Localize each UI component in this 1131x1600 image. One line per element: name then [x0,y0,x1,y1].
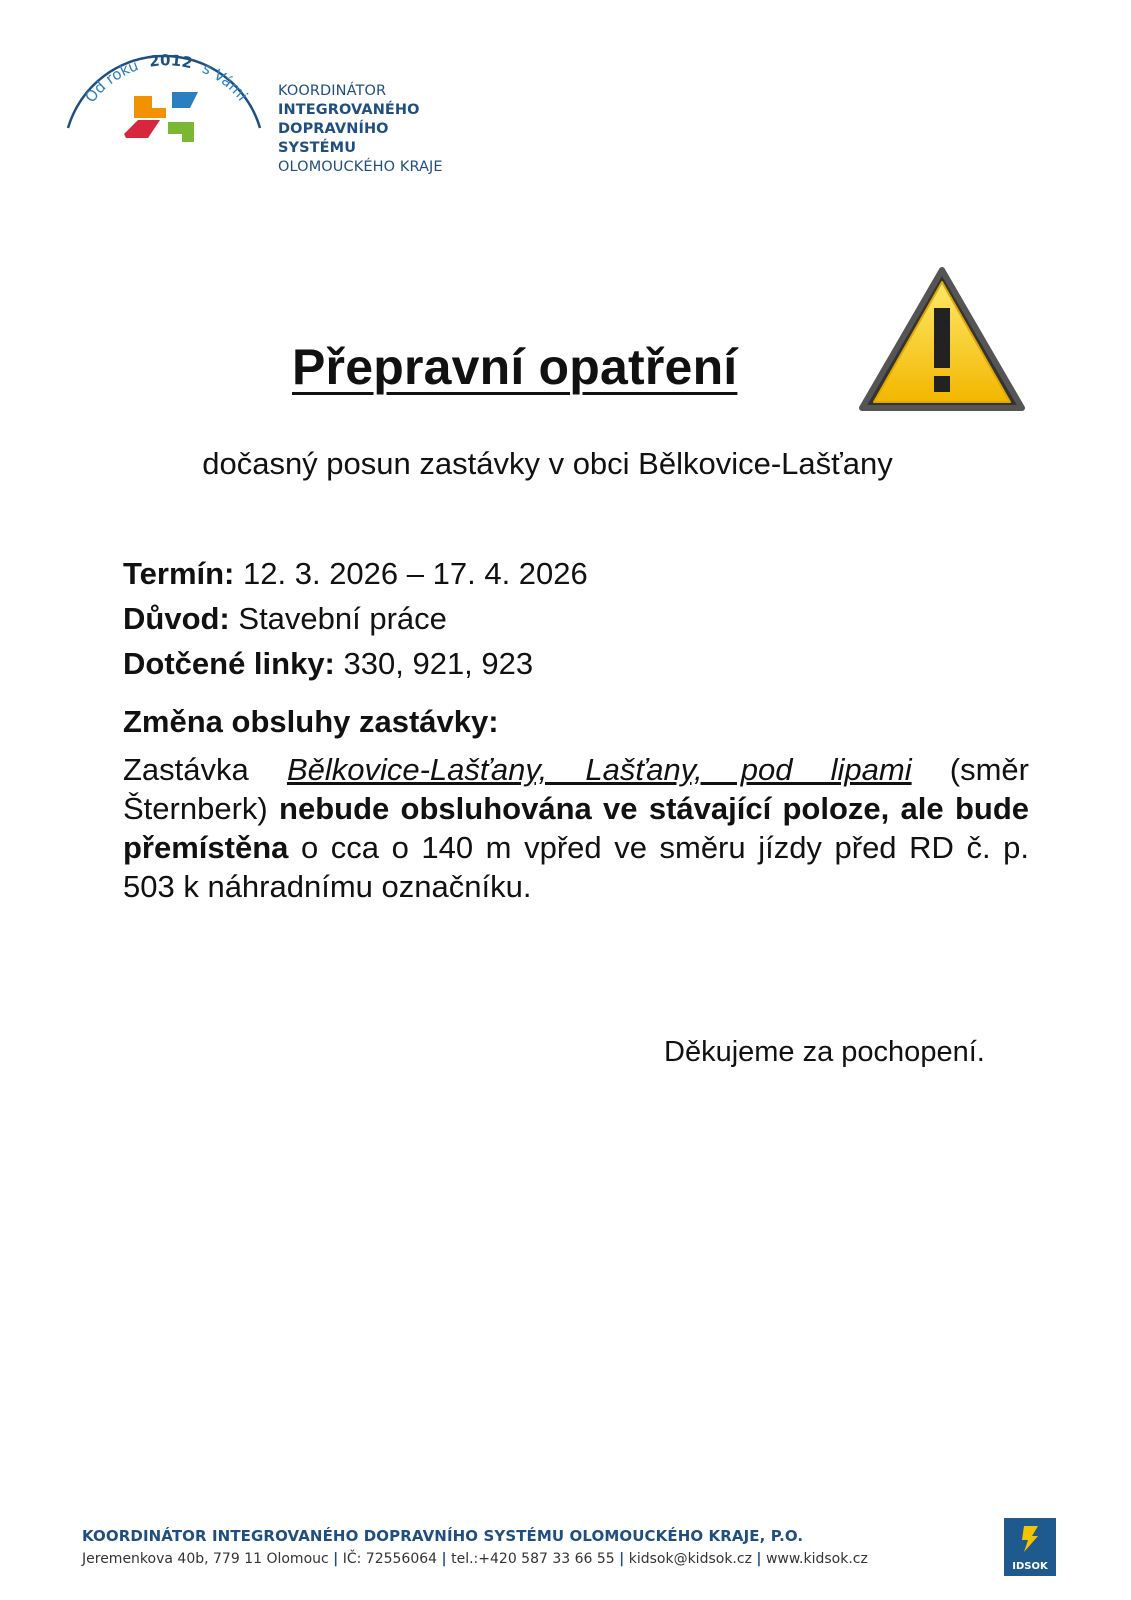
para-part1: Zastávka [123,752,287,787]
reason-label: Důvod: [123,601,230,636]
para-part2: (směr Šternberk) [123,752,1029,826]
footer-separator: | [619,1551,625,1567]
idsok-emblem-icon [1004,1518,1056,1558]
footer-ic: IČ: 72556064 [342,1551,438,1567]
footer-contacts [82,1551,1012,1567]
logo-org-line4: OLOMOUCKÉHO KRAJE [278,159,443,175]
notice-fields [123,551,588,686]
footer-email[interactable]: kidsok@kidsok.cz [628,1551,752,1567]
logo-emblem [64,34,284,164]
reason-value: Stavební práce [238,601,447,636]
idsok-badge [1004,1518,1056,1576]
footer-web[interactable]: www.kidsok.cz [765,1551,868,1567]
thanks-text: Děkujeme za pochopení. [664,1036,985,1068]
lines-row [123,641,588,686]
term-value: 12. 3. 2026 – 17. 4. 2026 [243,556,588,591]
footer-org: KOORDINÁTOR INTEGROVANÉHO DOPRAVNÍHO SYSTÉMU OLOMOUCKÉHO KRAJE, P.O. [82,1527,804,1545]
term-label: Termín: [123,556,235,591]
logo-org-name [278,82,464,177]
svg-text:Od roku 2012 s [81,51,251,106]
logo-arc-text-left: Od roku [81,56,141,106]
section-title: Změna obsluhy zastávky: [123,704,499,739]
notice-title: Přepravní opatření [292,339,738,395]
idsok-badge-text: IDSOK [1012,1561,1048,1572]
footer-separator: | [333,1551,339,1567]
logo-org-line2: INTEGROVANÉHO [278,102,420,118]
logo-arc-text-right: s Vámi [199,59,252,105]
footer-separator: | [441,1551,447,1567]
logo-arc-year: 2012 [147,51,195,73]
warning-triangle-icon [858,266,1026,416]
footer-tel: tel.:+420 587 33 66 55 [451,1551,615,1567]
lines-value: 330, 921, 923 [343,646,534,681]
lines-label: Dotčené linky: [123,646,335,681]
footer-separator: | [756,1551,762,1567]
term-row [123,551,588,596]
footer [82,1527,1012,1567]
logo-org-line3: DOPRAVNÍHO SYSTÉMU [278,121,389,156]
logo-org-line1: KOORDINÁTOR [278,83,387,99]
stop-name: Bělkovice-Lašťany, Lašťany, pod lipami [286,752,912,787]
notice-paragraph [123,750,1029,906]
para-bold: nebude obsluhována ve stávající poloze, ale bude přemístěna [123,791,1030,865]
reason-row [123,596,588,641]
para-part3: o cca o 140 m vpřed ve směru jízdy před RD č. p. 503 k náhradnímu označníku. [123,830,1029,904]
notice-subtitle [0,446,1131,482]
notice-subtitle-text: dočasný posun zastávky v obci Bělkovice-Lašťany [202,446,893,481]
footer-address: Jeremenkova 40b, 779 11 Olomouc [82,1551,329,1567]
kidsok-logo [64,34,464,175]
